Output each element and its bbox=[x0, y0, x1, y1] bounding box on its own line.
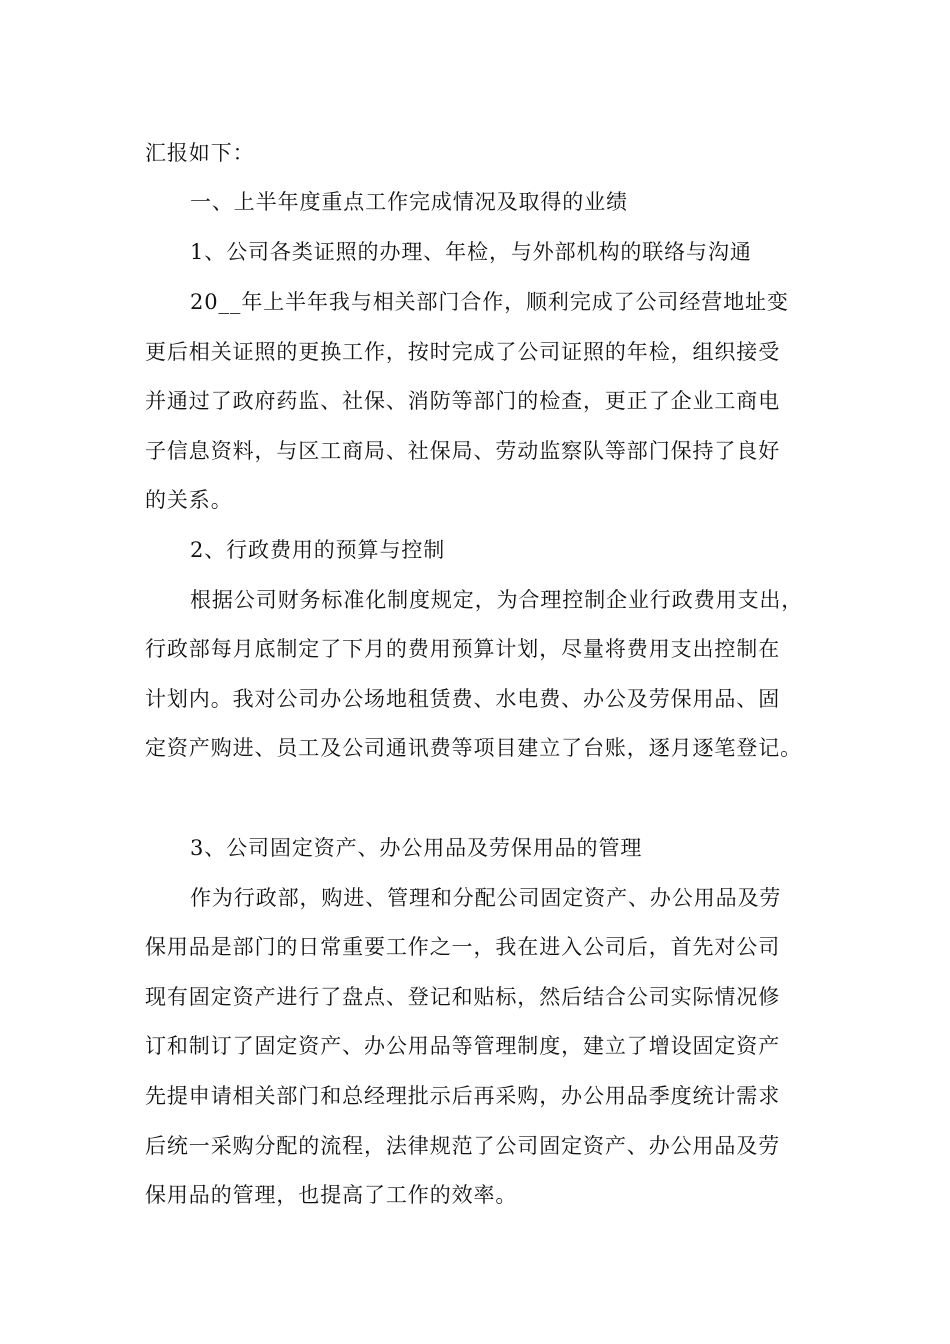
paragraph-1-line-1: 20__年上半年我与相关部门合作，顺利完成了公司经营地址变 bbox=[190, 290, 789, 314]
paragraph-3-line-4: 订和制订了固定资产、办公用品等管理制度，建立了增设固定资产 bbox=[145, 1034, 781, 1058]
paragraph-3-line-2: 保用品是部门的日常重要工作之一，我在进入公司后，首先对公司 bbox=[145, 935, 781, 959]
paragraph-3-line-3: 现有固定资产进行了盘点、登记和贴标，然后结合公司实际情况修 bbox=[145, 985, 781, 1009]
intro-line: 汇报如下： bbox=[145, 141, 255, 165]
paragraph-1-line-2: 更后相关证照的更换工作，按时完成了公司证照的年检，组织接受 bbox=[145, 340, 781, 364]
paragraph-1-line-4: 子信息资料，与区工商局、社保局、劳动监察队等部门保持了良好 bbox=[145, 439, 781, 463]
paragraph-2-line-1: 根据公司财务标准化制度规定，为合理控制企业行政费用支出， bbox=[190, 588, 804, 612]
subheading-3: 3、公司固定资产、办公用品及劳保用品的管理 bbox=[190, 836, 643, 860]
paragraph-3-line-5: 先提申请相关部门和总经理批示后再采购，办公用品季度统计需求 bbox=[145, 1084, 781, 1108]
paragraph-2-line-2: 行政部每月底制定了下月的费用预算计划，尽量将费用支出控制在 bbox=[145, 637, 781, 661]
paragraph-1-line-3: 并通过了政府药监、社保、消防等部门的检查，更正了企业工商电 bbox=[145, 389, 781, 413]
paragraph-1-line-5: 的关系。 bbox=[145, 488, 233, 512]
subheading-1: 1、公司各类证照的办理、年检，与外部机构的联络与沟通 bbox=[190, 240, 752, 264]
paragraph-2-line-4: 定资产购进、员工及公司通讯费等项目建立了台账，逐月逐笔登记。 bbox=[145, 736, 802, 760]
paragraph-3-line-7: 保用品的管理，也提高了工作的效率。 bbox=[145, 1183, 518, 1207]
paragraph-2-line-3: 计划内。我对公司办公场地租赁费、水电费、办公及劳保用品、固 bbox=[145, 687, 781, 711]
section-heading-1: 一、上半年度重点工作完成情况及取得的业绩 bbox=[190, 190, 628, 214]
subheading-2: 2、行政费用的预算与控制 bbox=[190, 538, 446, 562]
paragraph-3-line-1: 作为行政部，购进、管理和分配公司固定资产、办公用品及劳 bbox=[190, 886, 782, 910]
paragraph-3-line-6: 后统一采购分配的流程，法律规范了公司固定资产、办公用品及劳 bbox=[145, 1134, 781, 1158]
